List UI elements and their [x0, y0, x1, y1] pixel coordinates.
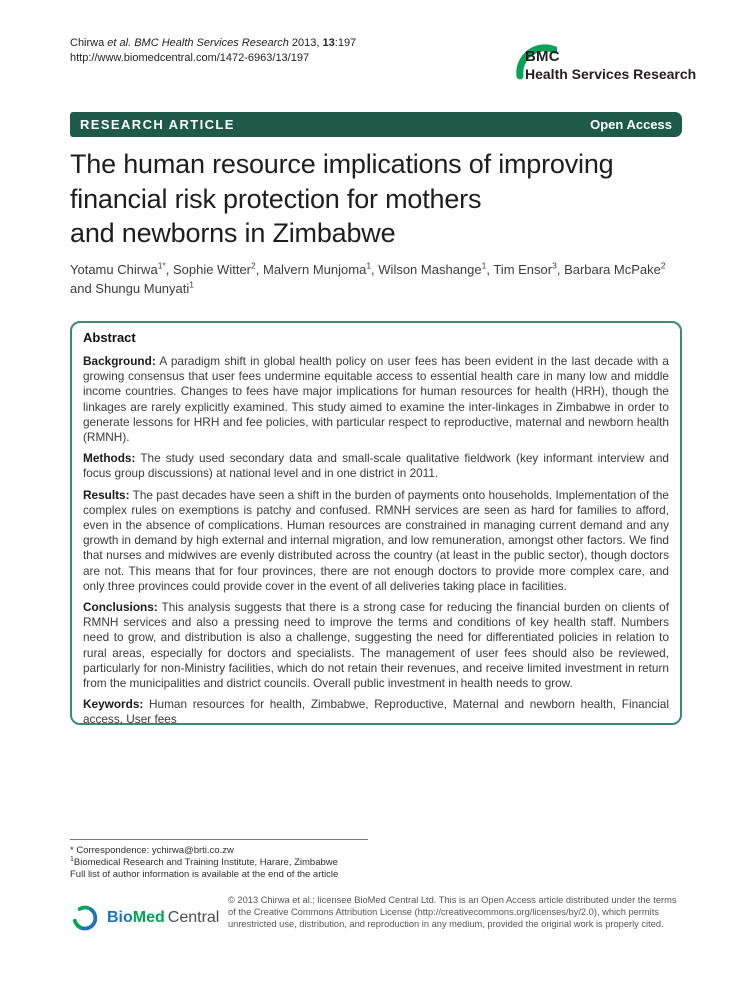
article-type-label: RESEARCH ARTICLE: [80, 117, 235, 132]
bmc-logo-name: BMC: [525, 48, 560, 65]
citation: [70, 36, 356, 65]
author: Wilson Mashange$^1$,: [378, 260, 494, 277]
citation-volume: 13: [322, 37, 335, 49]
abstract-conclusions: Conclusions: This analysis suggests that there is a strong case for reducing the financial burden on clients of RMNH services and also a pressing need to improve the terms and conditions of key health staff. Numbers need to grow, and distribution is also a challenge, suggesting the need for differentiated policies in relation to rural areas, especially for doctors and specialists. The management of user fees should also be reviewed, particularly for non-Ministry facilities, which do not retain their revenues, and receive limited investment in return from the municipalities and district councils. Overall public investment in health needs to grow.: [83, 600, 669, 691]
author: Tim Ensor$^3$,: [493, 260, 565, 277]
abstract-background: Background: A paradigm shift in global health policy on user fees has been evident in the last decade with a growing consensus that user fees undermine equitable access to essential health care in many low and middle income countries. Changes to fees have major implications for human resources for health (HRH), though the linkages are rarely explicitly examined. This study aimed to examine the inter-linkages in Zimbabwe in order to generate lessons for HRH and fee policies, with particular respect to reproductive, maternal and newborn health (RMNH).: [83, 354, 669, 445]
abstract-keywords: Keywords: Human resources for health, Zimbabwe, Reproductive, Maternal and newborn health, Financial access, User fees: [83, 697, 669, 727]
abstract-methods: Methods: The study used secondary data and small-scale qualitative fieldwork (key informant interview and focus group discussions) at national level and in one district in 2011.: [83, 451, 669, 481]
citation-author: Chirwa: [70, 37, 108, 49]
author: Barbara McPake$^2$: [564, 260, 666, 277]
author: and Shungu Munyati$^1$: [70, 279, 194, 296]
title-line: The human resource implications of improving: [70, 149, 614, 179]
author-list: [70, 260, 690, 298]
citation-pages: :197: [334, 37, 357, 49]
citation-line: [70, 36, 356, 51]
title-line: financial risk protection for mothers: [70, 183, 482, 214]
correspondence-email-link[interactable]: ychirwa@brti.co.zw: [151, 845, 234, 856]
author: Malvern Munjoma$^1$,: [262, 260, 379, 277]
author: Yotamu Chirwa$^{1*}$,: [70, 260, 173, 277]
article-url-link[interactable]: http://www.biomedcentral.com/1472-6963/13/197: [70, 51, 310, 64]
biomed-central-logo: [70, 901, 219, 935]
abstract-results: Results: The past decades have seen a shift in the burden of payments onto households. Implementation of the complex rules on exemptions is patchy and confused. RMNH services are seen as hard for families to afford, even in the absence of complications. Human resources are constrained in managing current demand and any growth in demand by high external and internal migration, and low remuneration, amongst other factors. We find that nurses and midwives are evenly distributed across the country (at least in the public sector), though doctors are not. This means that for four provinces, there are not enough doctors to provide more complex care, and only three provinces could provide cover in the event of all deliveries taking place in facilities.: [83, 487, 669, 593]
copyright-notice: © 2013 Chirwa et al.; licensee BioMed Central Ltd. This is an Open Access article distributed under the terms of the Creative Commons Attribution License (http://creativecommons.org/licenses/by/2.0), which permits unrestricted use, distribution, and reproduction in any medium, provided the original work is properly cited.: [228, 895, 677, 930]
article-title: [70, 147, 613, 251]
bmc-journal-logo: [513, 28, 697, 90]
biomed-central-circle-icon: [70, 901, 100, 935]
footnotes: [70, 839, 368, 881]
author: Sophie Witter$^2$,: [172, 260, 263, 277]
bmc-logo-journal: Health Services Research: [525, 66, 697, 82]
citation-year: 2013,: [288, 37, 323, 49]
correspondence-line: * Correspondence: ychirwa@brti.co.zw: [70, 845, 234, 856]
title-line: and newborns in Zimbabwe: [70, 218, 396, 248]
author-info-note: Full list of author information is available at the end of the article: [70, 869, 339, 880]
abstract-heading: Abstract: [83, 330, 136, 345]
citation-journal: BMC Health Services Research: [134, 37, 289, 49]
affiliation-line: $^1$Biomedical Research and Training Institute, Harare, Zimbabwe: [70, 855, 338, 868]
article-type-banner: [70, 112, 682, 137]
open-access-badge: Open Access: [590, 117, 672, 132]
abstract-box: [70, 321, 682, 725]
biomed-central-wordmark: BioMed Central: [107, 909, 220, 926]
citation-etal: et al.: [107, 37, 135, 49]
footnote-divider: [70, 839, 368, 840]
